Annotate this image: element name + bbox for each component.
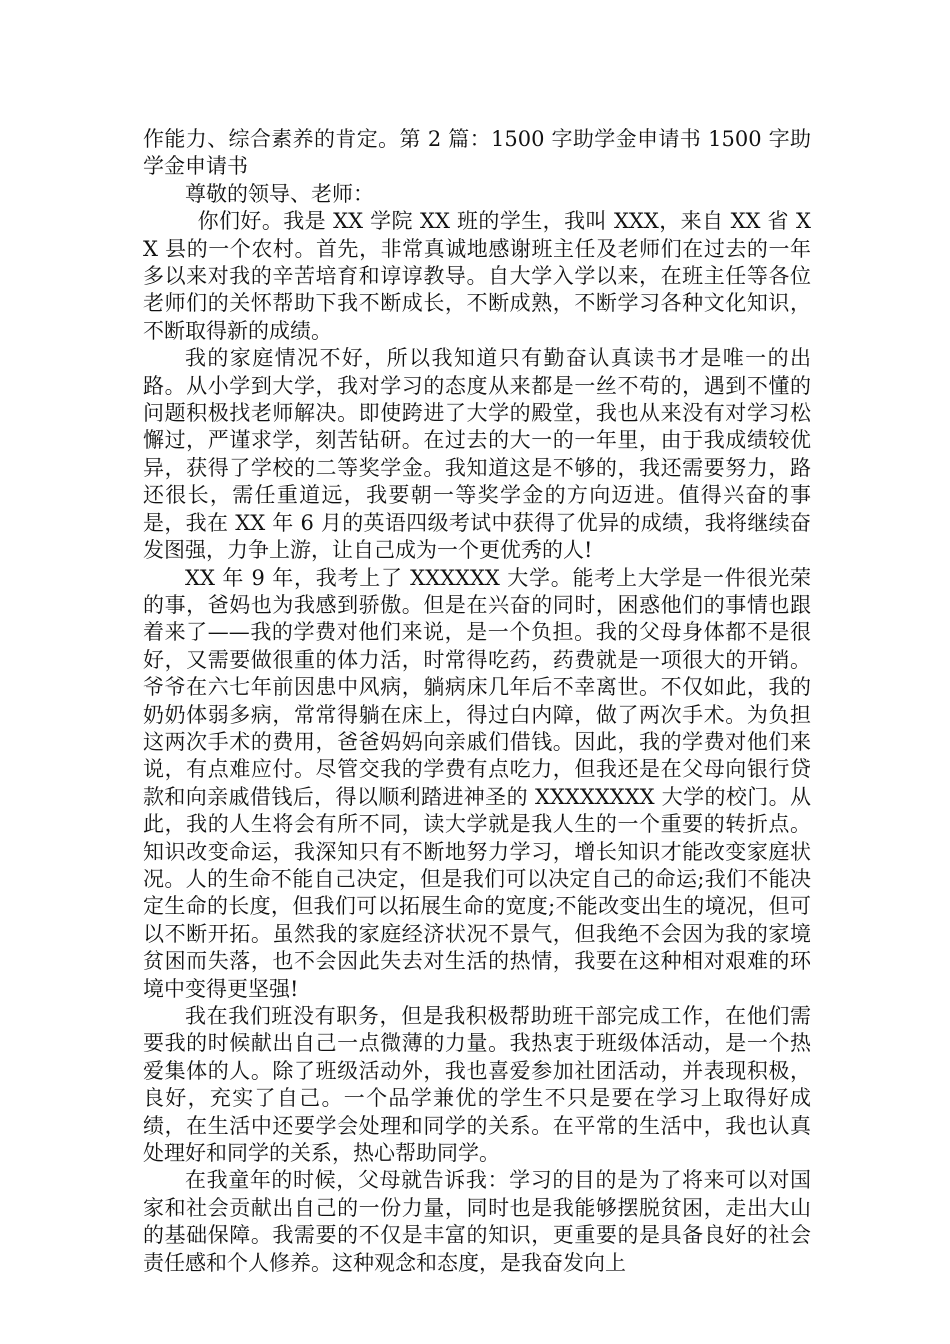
document-body [143,126,811,1277]
paragraph-introduction: 你们好。我是 XX 学院 XX 班的学生，我叫 XXX，来自 XX 省 XX 县的一个农村。首先，非常真诚地感谢班主任及老师们在过去的一年多以来对我的辛苦培育和谆谆教导。自大学入学以来，在班主任等各位老师们的关怀帮助下我不断成长，不断成熟，不断学习各种文化知识，不断取得新的成绩。 [143,209,811,343]
paragraph-financial-hardship: XX 年 9 年，我考上了 XXXXXX 大学。能考上大学是一件很光荣的事，爸妈也为我感到骄傲。但是在兴奋的同时，困惑他们的事情也跟着来了——我的学费对他们来说，是一个负担。我的父母身体都不是很好，又需要做很重的体力活，时常得吃药，药费就是一项很大的开销。爷爷在六七年前因患中风病，躺病床几年后不幸离世。不仅如此，我的奶奶体弱多病，常常得躺在床上，得过白内障，做了两次手术。为负担这两次手术的费用，爸爸妈妈向亲戚们借钱。因此，我的学费对他们来说，有点难应付。尽管交我的学费有点吃力，但我还是在父母向银行贷款和向亲戚借钱后，得以顺利踏进神圣的 XXXXXXXX 大学的校门。从此，我的人生将会有所不同，读大学就是我人生的一个重要的转折点。知识改变命运，我深知只有不断地努力学习，增长知识才能改变家庭状况。人的生命不能自己决定，但是我们可以决定自己的命运;我们不能决定生命的长度，但我们可以拓展生命的宽度;不能改变出生的境况，但可以不断开拓。虽然我的家庭经济状况不景气，但我绝不会因为我的家境贫困而失落，也不会因此失去对生活的热情，我要在这种相对艰难的环境中变得更坚强! [143,565,811,1001]
paragraph-class-activities: 我在我们班没有职务，但是我积极帮助班干部完成工作，在他们需要我的时候献出自己一点微薄的力量。我热衷于班级体活动，是一个热爱集体的人。除了班级活动外，我也喜爱参加社团活动，并表现积极，良好，充实了自己。一个品学兼优的学生不只是要在学习上取得好成绩，在生活中还要学会处理和同学的关系。在平常的生活中，我也认真处理好和同学的关系，热心帮助同学。 [143,1004,811,1166]
paragraph-childhood-motivation: 在我童年的时候，父母就告诉我：学习的目的是为了将来可以对国家和社会贡献出自己的一份力量，同时也是我能够摆脱贫困，走出大山的基础保障。我需要的不仅是丰富的知识，更重要的是具备良好的社会责任感和个人修养。这种观念和态度，是我奋发向上 [143,1168,811,1275]
salutation: 尊敬的领导、老师： [185,181,374,206]
paragraph-family-and-study: 我的家庭情况不好，所以我知道只有勤奋认真读书才是唯一的出路。从小学到大学，我对学习的态度从来都是一丝不苟的，遇到不懂的问题积极找老师解决。即使跨进了大学的殿堂，我也从来没有对学习松懈过，严谨求学，刻苦钻研。在过去的大一的一年里，由于我成绩较优异，获得了学校的二等奖学金。我知道这是不够的，我还需要努力，路还很长，需任重道远，我要朝一等奖学金的方向迈进。值得兴奋的事是，我在 XX 年 6 月的英语四级考试中获得了优异的成绩，我将继续奋发图强，力争上游，让自己成为一个更优秀的人! [143,346,811,563]
paragraph-continuation: 作能力、综合素养的肯定。第 2 篇：1500 字助学金申请书 1500 字助学金申请书 [143,127,811,179]
